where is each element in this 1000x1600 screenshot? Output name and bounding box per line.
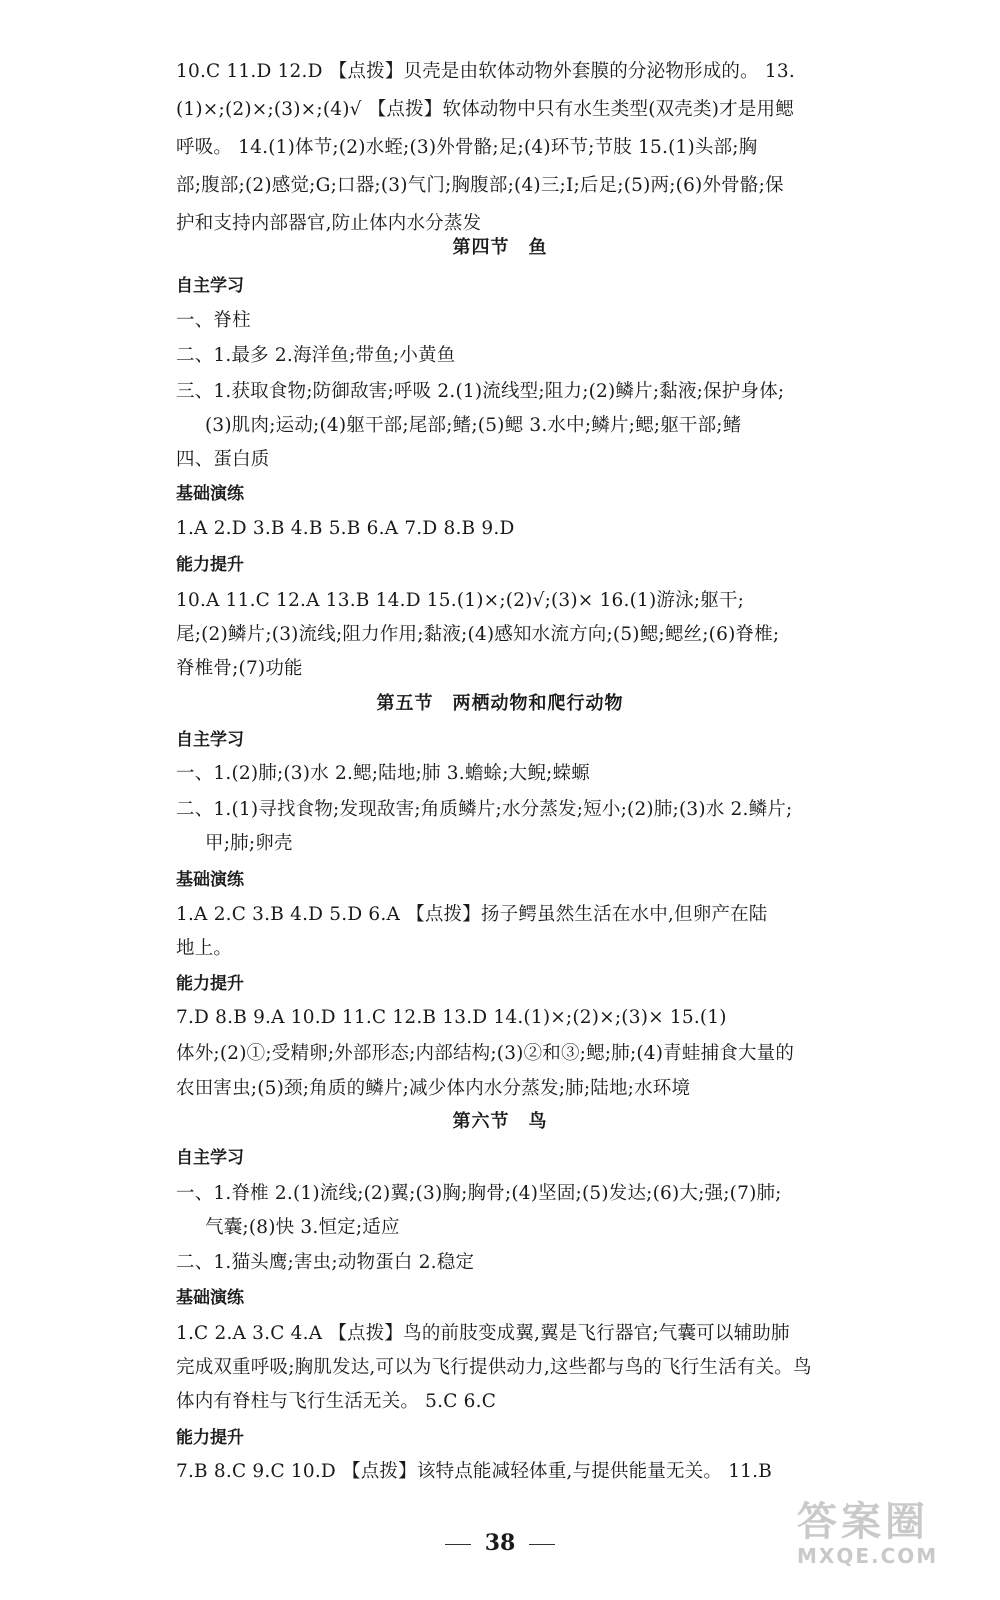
answer-line: 一、1.(2)肺;(3)水 2.鳃;陆地;肺 3.蟾蜍;大鲵;蝾螈 — [176, 763, 590, 784]
answer-line: 一、1.脊椎 2.(1)流线;(2)翼;(3)胸;胸骨;(4)坚固;(5)发达;(6)大;强;(7)肺; — [176, 1183, 782, 1204]
section-title-birds: 第六节 鸟 — [452, 1111, 548, 1132]
page-number-text: 38 — [484, 1530, 516, 1556]
watermark-bottom-text: MXQE.COM — [797, 1544, 939, 1568]
subsection-heading: 能力提升 — [176, 555, 244, 575]
answer-line: (3)肌肉;运动;(4)躯干部;尾部;鳍;(5)鳃 3.水中;鳞片;鳃;躯干部;鳍 — [205, 415, 742, 436]
answer-line: 呼吸。 14.(1)体节;(2)水蛭;(3)外骨骼;足;(4)环节;节肢 15.(1)头部;胸 — [176, 137, 758, 158]
section-title-amphibians-reptiles: 第五节 两栖动物和爬行动物 — [376, 693, 624, 714]
subsection-heading: 基础演练 — [176, 870, 244, 890]
subsection-heading: 能力提升 — [176, 974, 244, 994]
answer-line: 地上。 — [176, 938, 233, 959]
page-number-dash-left — [445, 1544, 471, 1545]
answer-line: 护和支持内部器官,防止体内水分蒸发 — [176, 213, 482, 234]
section-title-fish: 第四节 鱼 — [452, 237, 548, 258]
subsection-heading: 基础演练 — [176, 484, 244, 504]
subsection-heading: 自主学习 — [176, 276, 244, 296]
answer-line: 农田害虫;(5)颈;角质的鳞片;减少体内水分蒸发;肺;陆地;水环境 — [176, 1078, 691, 1099]
answer-line: 气囊;(8)快 3.恒定;适应 — [205, 1217, 400, 1238]
answer-line: 二、1.猫头鹰;害虫;动物蛋白 2.稳定 — [176, 1252, 475, 1273]
answer-line: 1.C 2.A 3.C 4.A 【点拨】鸟的前肢变成翼,翼是飞行器官;气囊可以辅助肺 — [176, 1323, 790, 1344]
answer-line: 体外;(2)①;受精卵;外部形态;内部结构;(3)②和③;鳃;肺;(4)青蛙捕食大量的 — [176, 1043, 795, 1064]
answer-line: 10.A 11.C 12.A 13.B 14.D 15.(1)×;(2)√;(3)× 16.(1)游泳;躯干; — [176, 590, 745, 611]
answer-line: 7.B 8.C 9.C 10.D 【点拨】该特点能减轻体重,与提供能量无关。 11.B — [176, 1461, 773, 1482]
answer-line: 甲;肺;卵壳 — [205, 833, 293, 854]
answer-line: 二、1.(1)寻找食物;发现敌害;角质鳞片;水分蒸发;短小;(2)肺;(3)水 2.鳞片; — [176, 799, 793, 820]
page-number-dash-right — [529, 1544, 555, 1545]
answer-line: 完成双重呼吸;胸肌发达,可以为飞行提供动力,这些都与鸟的飞行生活有关。鸟 — [176, 1357, 812, 1378]
subsection-heading: 自主学习 — [176, 1148, 244, 1168]
answer-line: 1.A 2.C 3.B 4.D 5.D 6.A 【点拨】扬子鳄虽然生活在水中,但卵产在陆 — [176, 904, 768, 925]
answer-line: 一、脊柱 — [176, 310, 251, 331]
answer-line: 体内有脊柱与飞行生活无关。 5.C 6.C — [176, 1391, 497, 1412]
answer-line: 1.A 2.D 3.B 4.B 5.B 6.A 7.D 8.B 9.D — [176, 518, 515, 539]
subsection-heading: 基础演练 — [176, 1288, 244, 1308]
answer-line: 四、蛋白质 — [176, 449, 270, 470]
watermark-logo — [797, 1500, 972, 1578]
answer-line: 部;腹部;(2)感觉;G;口器;(3)气门;胸腹部;(4)三;Ⅰ;后足;(5)两;(6)外骨骼;保 — [176, 175, 784, 196]
answer-line: 10.C 11.D 12.D 【点拨】贝壳是由软体动物外套膜的分泌物形成的。 13. — [176, 61, 795, 82]
answer-line: 脊椎骨;(7)功能 — [176, 658, 303, 679]
subsection-heading: 能力提升 — [176, 1428, 244, 1448]
watermark-top-text: 答案圈 — [797, 1499, 929, 1545]
answer-line: 7.D 8.B 9.A 10.D 11.C 12.B 13.D 14.(1)×;(2)×;(3)× 15.(1) — [176, 1007, 727, 1028]
answer-line: (1)×;(2)×;(3)×;(4)√ 【点拨】软体动物中只有水生类型(双壳类)才是用鳃 — [176, 99, 794, 120]
answer-line: 三、1.获取食物;防御敌害;呼吸 2.(1)流线型;阻力;(2)鳞片;黏液;保护身体; — [176, 381, 785, 402]
answer-line: 尾;(2)鳞片;(3)流线;阻力作用;黏液;(4)感知水流方向;(5)鳃;鳃丝;(6)脊椎; — [176, 624, 780, 645]
answer-line: 二、1.最多 2.海洋鱼;带鱼;小黄鱼 — [176, 345, 456, 366]
subsection-heading: 自主学习 — [176, 730, 244, 750]
